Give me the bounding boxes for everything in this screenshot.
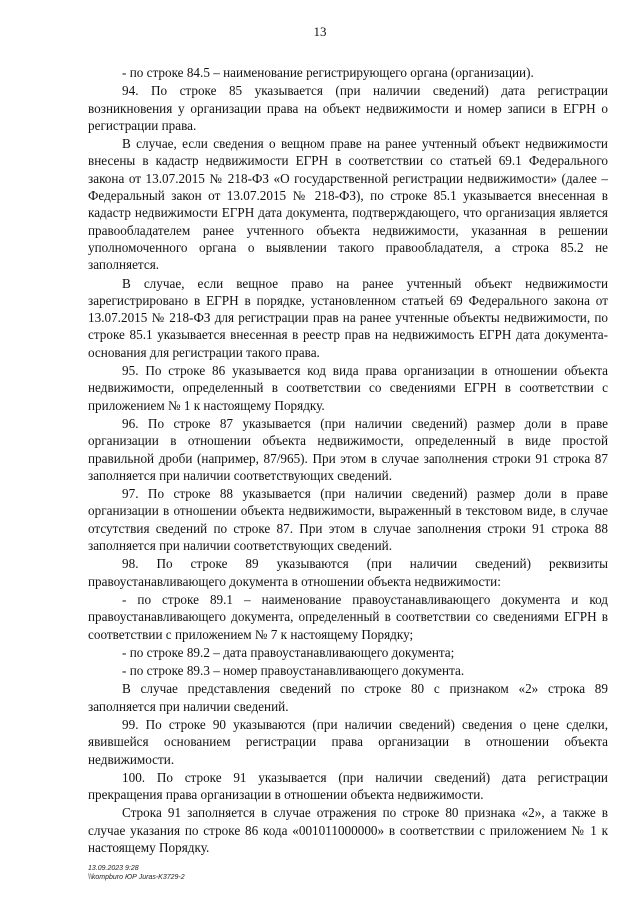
paragraph: 98. По строке 89 указываются (при наличии сведений) реквизиты правоустанавливающего документа в отношении объекта недвижимости: [88, 556, 608, 589]
paragraph: 95. По строке 86 указывается код вида права организации в отношении объекта недвижимости, определенный в соответствии со сведениями ЕГРН в соответствии с приложением № 1 к настоящему Порядку. [88, 363, 608, 413]
paragraph: 99. По строке 90 указываются (при наличии сведений) сведения о цене сделки, явившейся основанием регистрации права организации в отношении объекта недвижимости. [88, 716, 608, 767]
document-footer [88, 864, 185, 882]
paragraph: - по строке 89.1 – наименование правоустанавливающего документа и код правоустанавливающего документа, определенный в соответствии со сведениями ЕГРН в соответствии с приложением № 7 к настоящему Порядку; [88, 591, 608, 642]
paragraph: - по строке 89.3 – номер правоустанавливающего документа. [122, 663, 465, 679]
paragraph: - по строке 89.2 – дата правоустанавливающего документа; [122, 644, 455, 660]
paragraph: В случае, если сведения о вещном праве на ранее учтенный объект недвижимости внесены в кадастр недвижимости ЕГРН в соответствии со статьей 69.1 Федерального закона от 13.07.2015 № 218-ФЗ «О государственной регистрации недвижимости» (далее – Федеральный закон от 13.07.2015 № 218-ФЗ), по строке 85.1 указывается внесенная в кадастр недвижимости ЕГРН дата документа, подтверждающего, что организация является правообладателем ранее учтенного объекта недвижимости, указанная в решении уполномоченного органа о выявлении такого правообладателя, а строка 85.2 не заполняется. [88, 136, 608, 273]
paragraph: В случае представления сведений по строке 80 с признаком «2» строка 89 заполняется при наличии сведений. [88, 681, 608, 714]
document-body [88, 64, 608, 857]
page-number: 13 [313, 24, 327, 39]
paragraph: 96. По строке 87 указывается (при наличии сведений) размер доли в праве организации в отношении объекта недвижимости, определенный в виде простой правильной дроби (например, 87/965). При этом в случае заполнения строки 91 строка 87 заполняется при наличии соответствующих сведений. [88, 415, 608, 483]
footer-timestamp: 13.09.2023 9:28 [88, 865, 139, 872]
footer-file-path: \\kompburo ЮР Juras-K3729-2 [88, 874, 185, 881]
paragraph: 94. По строке 85 указывается (при наличии сведений) дата регистрации возникновения у организации права на объект недвижимости и номер записи в ЕГРН о регистрации права. [88, 83, 608, 133]
paragraph: - по строке 84.5 – наименование регистрирующего органа (организации). [122, 65, 534, 80]
paragraph: 97. По строке 88 указывается (при наличии сведений) размер доли в праве организации в отношении объекта недвижимости, выраженный в текстовом виде, в случае отсутствия сведений по строке 87. При этом в случае заполнения строки 91 строка 88 заполняется при наличии соответствующих сведений. [88, 486, 608, 554]
paragraph: Строка 91 заполняется в случае отражения по строке 80 признака «2», а также в случае указания по строке 86 кода «001011000000» в соответствии с приложением № 1 к настоящему Порядку. [88, 805, 608, 856]
paragraph: В случае, если вещное право на ранее учтенный объект недвижимости зарегистрировано в ЕГРН в порядке, установленном статьей 69 Федерального закона от 13.07.2015 № 218-ФЗ для регистрации прав на ранее учтенные объекты недвижимости, по строке 85.1 указывается внесенная в реестр прав на недвижимость ЕГРН дата документа-основания для регистрации такого права. [88, 275, 608, 360]
paragraph: 100. По строке 91 указывается (при наличии сведений) дата регистрации прекращения права организации в отношении объекта недвижимости. [88, 769, 608, 803]
